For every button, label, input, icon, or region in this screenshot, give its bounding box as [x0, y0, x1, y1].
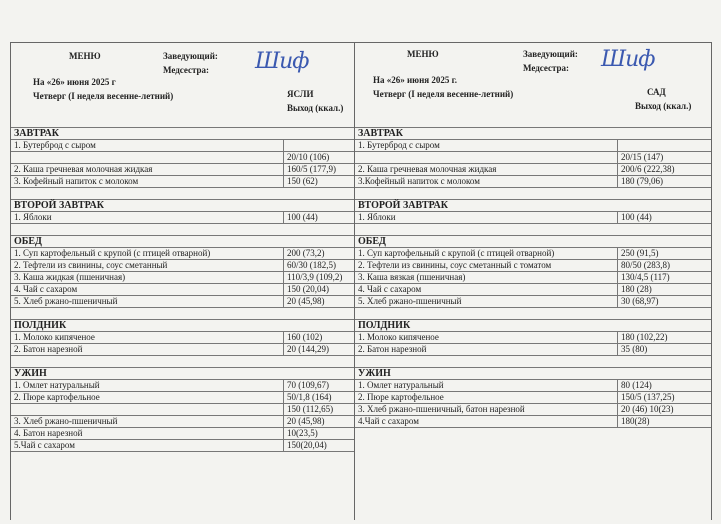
dish-name: 2. Тефтели из свинины, соус сметанный с томатом [358, 260, 552, 270]
section-title: ОБЕД [358, 236, 386, 247]
dish-yield: 80 (124) [617, 380, 711, 391]
dish-yield: 20 (45,98) [283, 416, 355, 427]
menu-item-row [11, 211, 355, 223]
menu-item-row [11, 343, 355, 355]
dish-name: 5.Чай с сахаром [14, 440, 75, 450]
dish-name: 1. Суп картофельный с крупой (с птицей отварной) [358, 248, 555, 258]
dish-name: 4. Батон нарезной [14, 428, 83, 438]
dish-yield: 160/5 (177,9) [283, 164, 355, 175]
dish-yield: 180 (102,22) [617, 332, 711, 343]
signature: Шиф [255, 49, 309, 74]
dish-yield: 180 (28) [617, 284, 711, 295]
dish-yield: 100 (44) [283, 212, 355, 223]
menu-item-row [11, 295, 355, 307]
dish-name: 1. Омлет натуральный [358, 380, 444, 390]
kindergarten-table [355, 127, 711, 439]
dish-name: 4.Чай с сахаром [358, 416, 419, 426]
nurse-label: Медсестра: [163, 65, 210, 75]
menu-item-row [355, 379, 711, 391]
dish-yield: 180 (79,06) [617, 176, 711, 187]
section-heading [355, 199, 711, 211]
dish-yield: 80/50 (283,8) [617, 260, 711, 271]
menu-item-row [11, 271, 355, 283]
dish-yield: 150 (112,65) [283, 404, 355, 415]
dish-yield: 130/4,5 (117) [617, 272, 711, 283]
dish-name: 1. Молоко кипяченое [358, 332, 439, 342]
head-label: Заведующий: [523, 49, 578, 59]
dish-yield: 150(20,04) [283, 440, 355, 451]
dish-yield: 20/15 (147) [617, 152, 711, 163]
dish-yield: 10(23,5) [283, 428, 355, 439]
section-title: ПОЛДНИК [14, 320, 67, 331]
menu-item-row [355, 295, 711, 307]
menu-item-row [11, 151, 355, 163]
spacer-row [11, 355, 355, 367]
menu-item-row [11, 175, 355, 187]
spacer-row [11, 451, 355, 463]
dish-yield: 150/5 (137,25) [617, 392, 711, 403]
section-heading [355, 367, 711, 379]
menu-item-row [355, 391, 711, 403]
section-heading [11, 319, 355, 331]
menu-date: На «26» июня 2025 г [33, 77, 116, 87]
dish-yield: 50/1,8 (164) [283, 392, 355, 403]
signature: Шиф [601, 47, 655, 72]
dish-name: 2. Каша гречневая молочная жидкая [14, 164, 153, 174]
dish-yield: 20 (45,98) [283, 296, 355, 307]
menu-day: Четверг (I неделя весенне-летний) [33, 91, 174, 101]
menu-sheet [10, 42, 713, 520]
section-heading [355, 319, 711, 331]
menu-item-row [355, 283, 711, 295]
section-title: ВТОРОЙ ЗАВТРАК [14, 200, 104, 211]
menu-item-row [11, 403, 355, 415]
dish-yield: 35 (80) [617, 344, 711, 355]
section-heading [11, 367, 355, 379]
dish-yield: 110/3,9 (109,2) [283, 272, 355, 283]
dish-yield: 30 (68,97) [617, 296, 711, 307]
menu-item-row [355, 163, 711, 175]
menu-item-row [355, 331, 711, 343]
menu-item-row [355, 415, 711, 427]
group-name: ЯСЛИ [287, 89, 314, 99]
spacer-row [355, 187, 711, 199]
nursery-table [11, 127, 355, 463]
dish-yield: 60/30 (182,5) [283, 260, 355, 271]
spacer-row [11, 307, 355, 319]
menu-item-row [11, 247, 355, 259]
menu-item-row [355, 139, 711, 151]
nursery-header [11, 42, 355, 127]
yield-label: Выход (ккал.) [635, 101, 692, 111]
menu-item-row [11, 379, 355, 391]
menu-day: Четверг (I неделя весенне-летний) [373, 89, 514, 99]
section-title: ЗАВТРАК [358, 128, 404, 139]
dish-name: 1. Яблоки [14, 212, 52, 222]
dish-yield: 100 (44) [617, 212, 711, 223]
dish-name: 1. Молоко кипяченое [14, 332, 95, 342]
dish-name: 5. Хлеб ржано-пшеничный [14, 296, 118, 306]
section-title: ЗАВТРАК [14, 128, 60, 139]
menu-item-row [355, 151, 711, 163]
menu-date: На «26» июня 2025 г. [373, 75, 457, 85]
nursery-menu [10, 42, 355, 520]
spacer-row [355, 355, 711, 367]
menu-item-row [355, 271, 711, 283]
head-label: Заведующий: [163, 51, 218, 61]
spacer-row [355, 307, 711, 319]
dish-yield: 200/6 (222,38) [617, 164, 711, 175]
section-heading [11, 235, 355, 247]
menu-item-row [11, 439, 355, 451]
menu-item-row [355, 403, 711, 415]
dish-name: 1. Суп картофельный с крупой (с птицей отварной) [14, 248, 211, 258]
menu-title: МЕНЮ [69, 51, 101, 61]
menu-item-row [355, 211, 711, 223]
section-title: ОБЕД [14, 236, 42, 247]
spacer-row [11, 223, 355, 235]
group-name: САД [647, 87, 666, 97]
dish-yield: 20 (46) 10(23) [617, 404, 711, 415]
dish-name: 2. Тефтели из свинины, соус сметанный [14, 260, 168, 270]
dish-name: 2. Батон нарезной [14, 344, 83, 354]
dish-name: 3. Кофейный напиток с молоком [14, 176, 139, 186]
dish-name: 4. Чай с сахаром [358, 284, 422, 294]
dish-yield: 150 (62) [283, 176, 355, 187]
menu-item-row [11, 139, 355, 151]
menu-item-row [11, 283, 355, 295]
section-heading [355, 127, 711, 139]
dish-name: 3. Каша жидкая (пшеничная) [14, 272, 126, 282]
section-title: УЖИН [358, 368, 391, 379]
menu-item-row [355, 343, 711, 355]
section-heading [11, 199, 355, 211]
dish-yield [617, 140, 711, 151]
dish-name: 3.Кофейный напиток с молоком [358, 176, 480, 186]
dish-name: 3. Каша вязкая (пшеничная) [358, 272, 466, 282]
dish-yield [283, 140, 355, 151]
dish-name: 1. Бутерброд с сыром [14, 140, 96, 150]
dish-yield: 20/10 (106) [283, 152, 355, 163]
spacer-row [11, 187, 355, 199]
section-title: УЖИН [14, 368, 47, 379]
dish-name: 2. Батон нарезной [358, 344, 427, 354]
menu-item-row [355, 259, 711, 271]
section-heading [355, 235, 711, 247]
menu-item-row [11, 427, 355, 439]
dish-name: 1. Бутерброд с сыром [358, 140, 440, 150]
dish-yield: 200 (73,2) [283, 248, 355, 259]
section-heading [11, 127, 355, 139]
yield-label: Выход (ккал.) [287, 103, 344, 113]
dish-name: 1. Яблоки [358, 212, 396, 222]
dish-yield: 180(28) [617, 416, 711, 427]
menu-item-row [11, 259, 355, 271]
menu-item-row [355, 175, 711, 187]
dish-name: 3. Хлеб ржано-пшеничный [14, 416, 118, 426]
dish-name: 3. Хлеб ржано-пшеничный, батон нарезной [358, 404, 525, 414]
dish-name: 2. Пюре картофельное [358, 392, 444, 402]
kindergarten-menu [354, 42, 712, 520]
dish-name: 4. Чай с сахаром [14, 284, 78, 294]
menu-item-row [11, 163, 355, 175]
menu-item-row [11, 331, 355, 343]
section-title: ВТОРОЙ ЗАВТРАК [358, 200, 448, 211]
dish-yield: 150 (20,04) [283, 284, 355, 295]
dish-name: 2. Каша гречневая молочная жидкая [358, 164, 497, 174]
menu-item-row [11, 391, 355, 403]
dish-name: 5. Хлеб ржано-пшеничный [358, 296, 462, 306]
dish-name: 1. Омлет натуральный [14, 380, 100, 390]
dish-yield: 250 (91,5) [617, 248, 711, 259]
spacer-row [355, 427, 711, 439]
dish-yield: 160 (102) [283, 332, 355, 343]
dish-name: 2. Пюре картофельное [14, 392, 100, 402]
kindergarten-header [355, 42, 711, 127]
dish-yield: 20 (144,29) [283, 344, 355, 355]
nurse-label: Медсестра: [523, 63, 570, 73]
menu-item-row [355, 247, 711, 259]
menu-item-row [11, 415, 355, 427]
menu-title: МЕНЮ [407, 49, 439, 59]
dish-yield: 70 (109,67) [283, 380, 355, 391]
spacer-row [355, 223, 711, 235]
section-title: ПОЛДНИК [358, 320, 411, 331]
